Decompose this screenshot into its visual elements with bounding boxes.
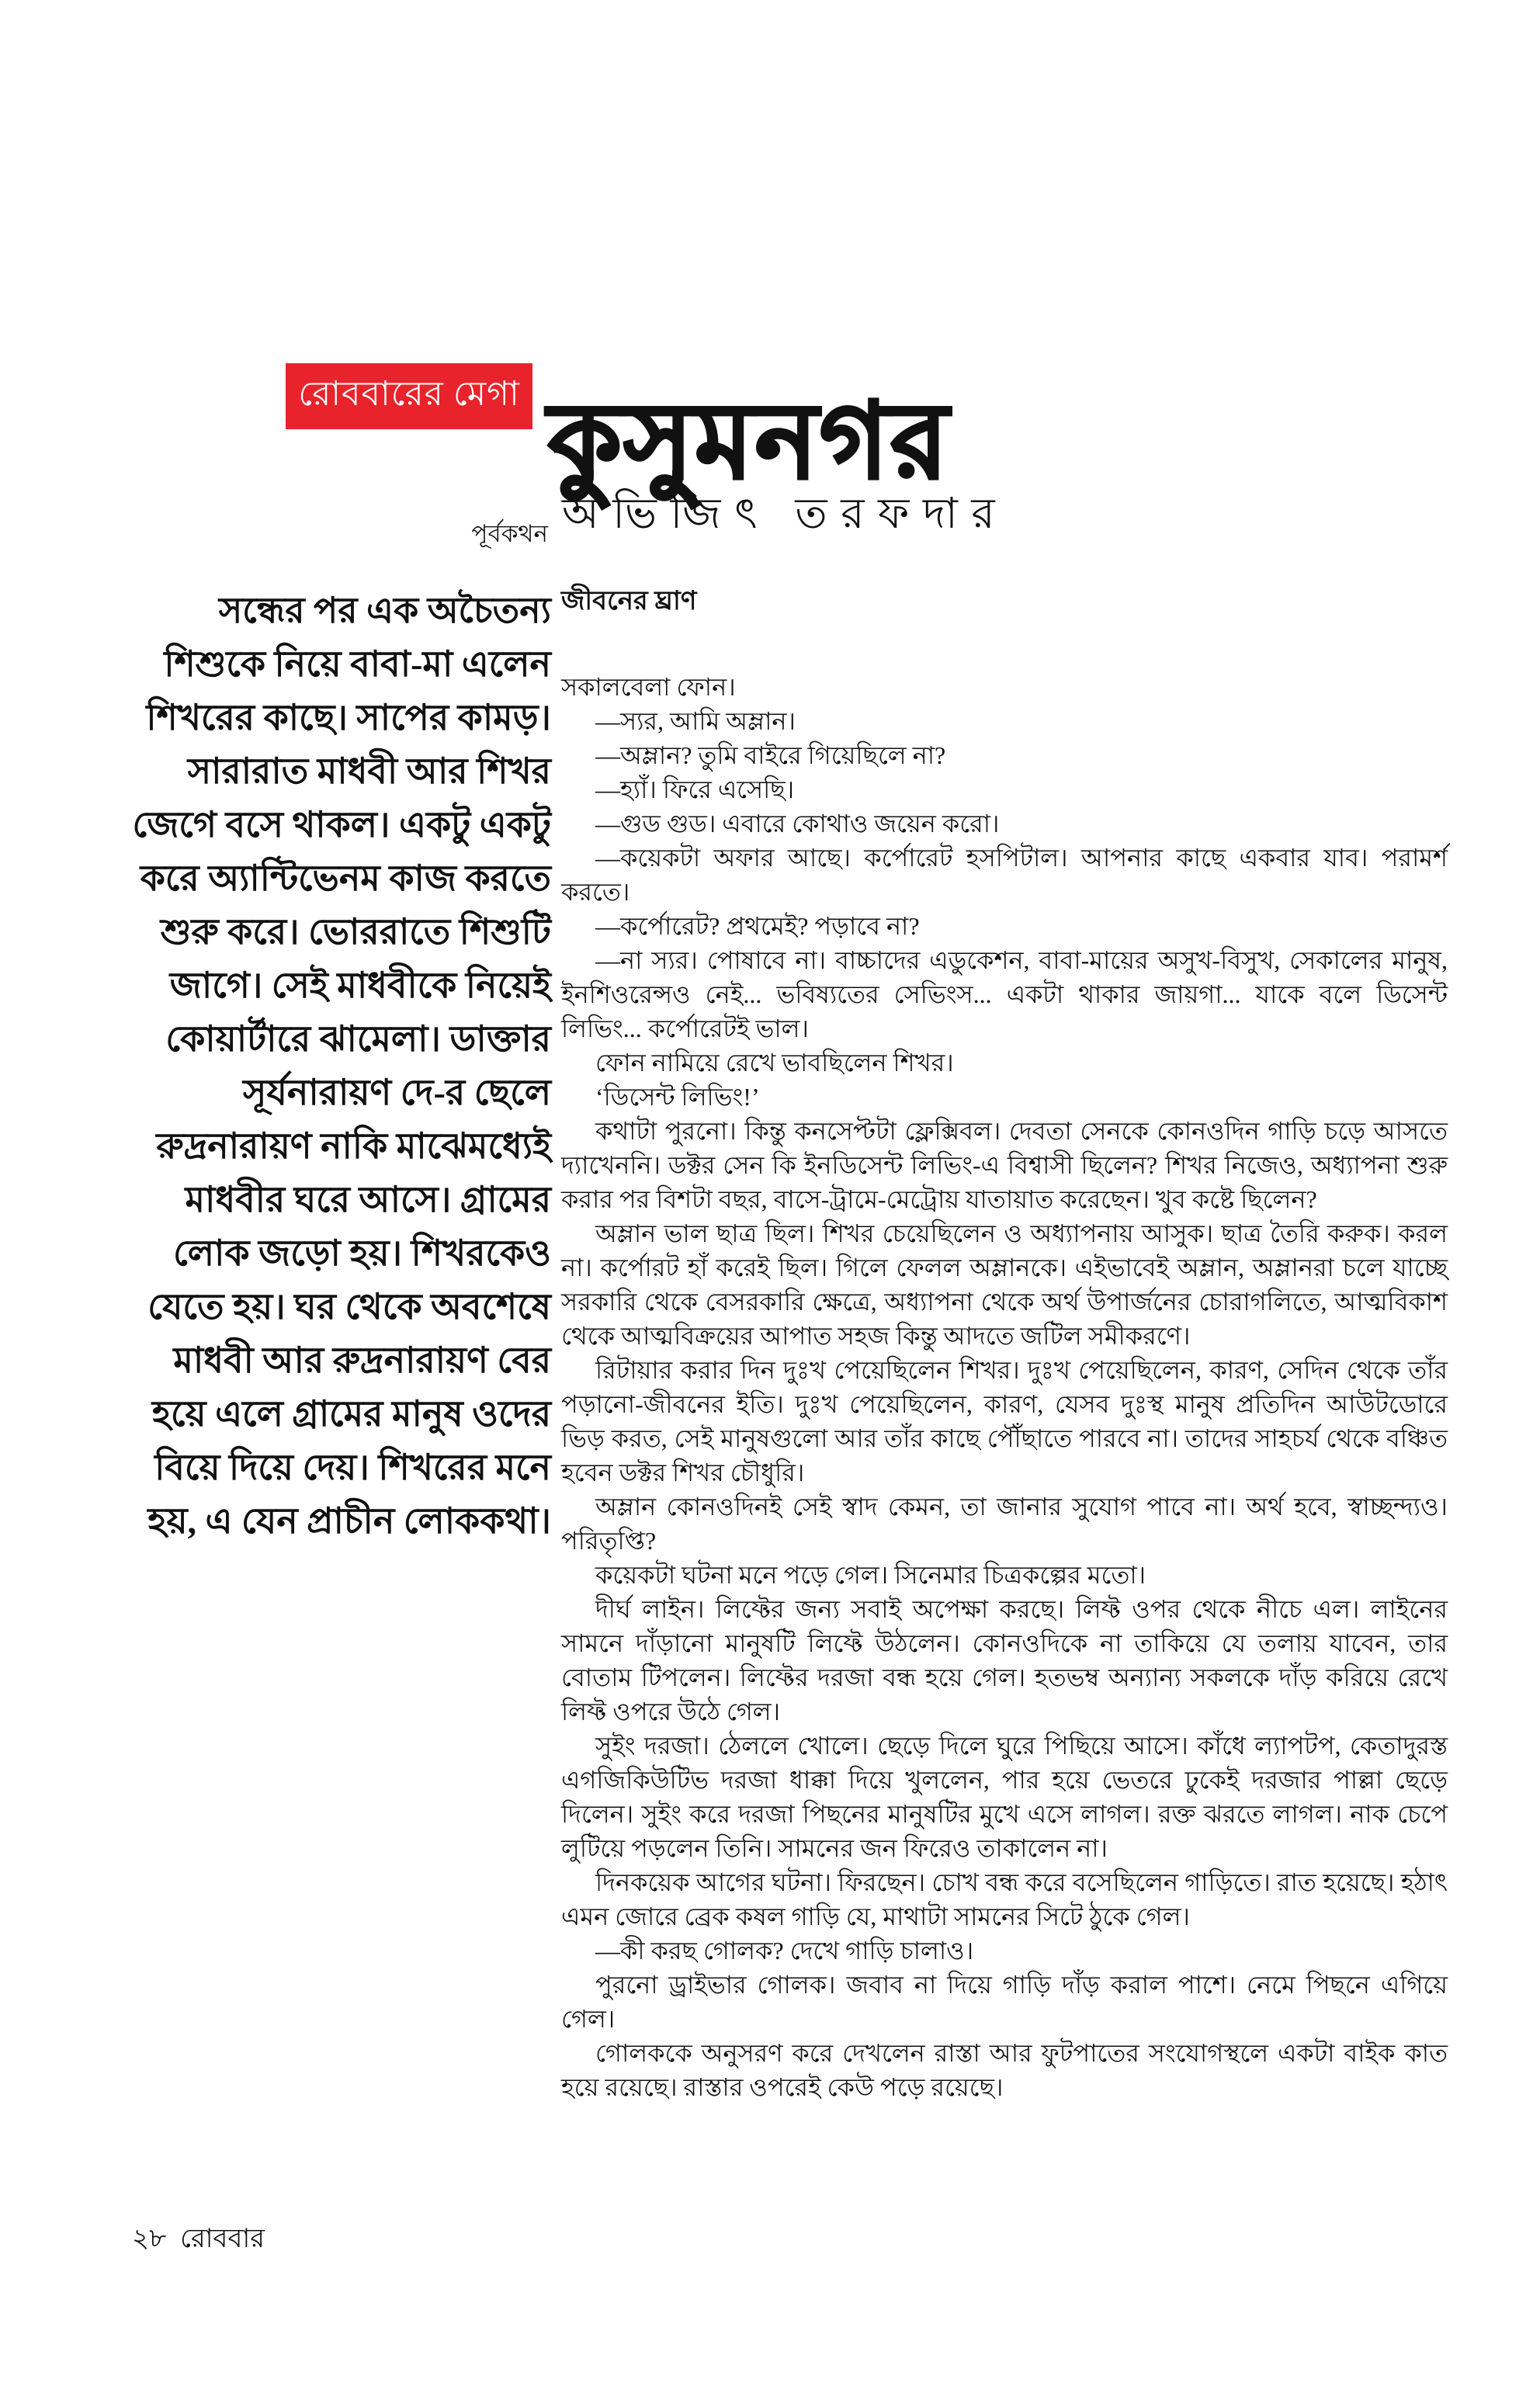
body-paragraph: সকালবেলা ফোন। bbox=[561, 673, 736, 701]
body-paragraph: কয়েকটা ঘটনা মনে পড়ে গেল। সিনেমার চিত্রকল্পের মতো। bbox=[595, 1561, 1146, 1589]
body-paragraph: রিটায়ার করার দিন দুঃখ পেয়েছিলেন শিখর। দুঃখ পেয়েছিলেন, কারণ, সেদিন থেকে তাঁর পড়ানো-জীবনের ইতি। দুঃখ পেয়েছিলেন, কারণ, যেসব দুঃস্থ মানুষ প্রতিদিন আউটডোরে ভিড় করত, সেই মানুষগুলো আর তাঁর কাছে পৌঁছাতে পারবে না। তাদের সাহচর্য থেকে বঞ্চিত হবেন ডক্টর শিখর চৌধুরি। bbox=[561, 1356, 1448, 1486]
body-paragraph: —হ্যাঁ। ফিরে এসেছি। bbox=[595, 775, 795, 803]
body-paragraph: দিনকয়েক আগের ঘটনা। ফিরছেন। চোখ বন্ধ করে বসেছিলেন গাড়িতে। রাত হয়েছে। হঠাৎ এমন জোরে ব্রেক কষল গাড়ি যে, মাথাটা সামনের সিটে ঠুকে গেল। bbox=[561, 1868, 1448, 1930]
body-paragraph: ফোন নামিয়ে রেখে ভাবছিলেন শিখর। bbox=[595, 1049, 954, 1077]
author-name: অভিজিৎ তরফদার bbox=[562, 490, 1009, 537]
story-title: কুসুমনগর bbox=[548, 384, 950, 501]
body-paragraph: —স্যর, আমি অম্লান। bbox=[595, 707, 796, 735]
body-paragraph: —কর্পোরেট? প্রথমেই? পড়াবে না? bbox=[595, 912, 920, 940]
page-folio bbox=[132, 2218, 265, 2263]
body-paragraph: অম্লান কোনওদিনই সেই স্বাদ কেমন, তা জানার সুযোগ পাবে না। অর্থ হবে, স্বাচ্ছন্দ্যও। পরিতৃপ্তি? bbox=[561, 1493, 1448, 1555]
body-paragraph: —কয়েকটা অফার আছে। কর্পোরেট হসপিটাল। আপনার কাছে একবার যাব। পরামর্শ করতে। bbox=[561, 844, 1448, 906]
story-body-column bbox=[561, 581, 1448, 2104]
body-paragraph: সুইং দরজা। ঠেললে খোলে। ছেড়ে দিলে ঘুরে পিছিয়ে আসে। কাঁধে ল্যাপটপ, কেতাদুরস্ত এগজিকিউটিভ দরজা ধাক্কা দিয়ে খুললেন, পার হয়ে ভেতরে ঢুকেই দরজার পাল্লা ছেড়ে দিলেন। সুইং করে দরজা পিছনের মানুষটির মুখে এসে লাগল। রক্ত ঝরতে লাগল। নাক চেপে লুটিয়ে পড়লেন তিনি। সামনের জন ফিরেও তাকালেন না। bbox=[561, 1732, 1448, 1862]
folio-label: রোববার bbox=[180, 2225, 265, 2253]
body-paragraph: —না স্যর। পোষাবে না। বাচ্চাদের এডুকেশন, বাবা-মায়ের অসুখ-বিসুখ, সেকালের মানুষ, ইনশিওরেন্সও নেই... ভবিষ্যতের সেভিংস... একটা থাকার জায়গা... যাকে বলে ডিসেন্ট লিভিং... কর্পোরেটই ভাল। bbox=[561, 946, 1448, 1042]
body-paragraph: —অম্লান? তুমি বাইরে গিয়েছিলে না? bbox=[595, 741, 946, 769]
byline-label: পূর্বকথন bbox=[471, 520, 548, 547]
body-paragraph: গোলককে অনুসরণ করে দেখলেন রাস্তা আর ফুটপাতের সংযোগস্থলে একটা বাইক কাত হয়ে রয়েছে। রাস্তার ওপরেই কেউ পড়ে রয়েছে। bbox=[561, 2039, 1448, 2101]
section-badge-label: রোববারের মেগা bbox=[298, 375, 520, 413]
body-paragraph: —গুড গুড। এবারে কোথাও জয়েন করো। bbox=[595, 810, 1000, 838]
body-paragraph: কথাটা পুরনো। কিন্তু কনসেপ্টটা ফ্লেক্সিবল। দেবতা সেনকে কোনওদিন গাড়ি চড়ে আসতে দ্যাখেননি। ডক্টর সেন কি ইনডিসেন্ট লিভিং-এ বিশ্বাসী ছিলেন? শিখর নিজেও, অধ্যাপনা শুরু করার পর বিশটা বছর, বাসে-ট্রামে-মেট্রোয় যাতায়াত করেছেন। খুব কষ্টে ছিলেন? bbox=[561, 1117, 1448, 1213]
body-paragraph: দীর্ঘ লাইন। লিফ্টের জন্য সবাই অপেক্ষা করছে। লিফ্ট ওপর থেকে নীচে এল। লাইনের সামনে দাঁড়ানো মানুষটি লিফ্টে উঠলেন। কোনওদিকে না তাকিয়ে যে তলায় যাবেন, তার বোতাম টিপলেন। লিফ্টের দরজা বন্ধ হয়ে গেল। হতভম্ব অন্যান্য সকলকে দাঁড় করিয়ে রেখে লিফ্ট ওপরে উঠে গেল। bbox=[561, 1595, 1448, 1725]
body-paragraph: অম্লান ভাল ছাত্র ছিল। শিখর চেয়েছিলেন ও অধ্যাপনায় আসুক। ছাত্র তৈরি করুক। করল না। কর্পোরট হাঁ করেই ছিল। গিলে ফেলল অম্লানকে। এইভাবেই অম্লান, অম্লানরা চলে যাচ্ছে সরকারি থেকে বেসরকারি ক্ষেত্রে, অধ্যাপনা থেকে অর্থ উপার্জনের চোরাগলিতে, আত্মবিকাশ থেকে আত্মবিক্রয়ের আপাত সহজ কিন্তু আদতে জটিল সমীকরণে। bbox=[561, 1219, 1448, 1350]
body-paragraph: পুরনো ড্রাইভার গোলক। জবাব না দিয়ে গাড়ি দাঁড় করাল পাশে। নেমে পিছনে এগিয়ে গেল। bbox=[561, 1971, 1448, 2033]
page-number: ২৮ bbox=[132, 2225, 167, 2253]
recap-column: সন্ধের পর এক অচৈতন্য শিশুকে নিয়ে বাবা-মা এলেন শিখরের কাছে। সাপের কামড়। সারারাত মাধবী আর শিখর জেগে বসে থাকল। একটু একটু করে অ্যান্টিভেনম কাজ করতে শুরু করে। ভোররাতে শিশুটি জাগে। সেই মাধবীকে নিয়েই কোয়ার্টারে ঝামেলা। ডাক্তার সূর্যনারায়ণ দে-র ছেলে রুদ্রনারায়ণ নাকি মাঝেমধ্যেই মাধবীর ঘরে আসে। গ্রামের লোক জড়ো হয়। শিখরকেও যেতে হয়। ঘর থেকে অবশেষে মাধবী আর রুদ্রনারায়ণ বের হয়ে এলে গ্রামের মানুষ ওদের বিয়ে দিয়ে দেয়। শিখরের মনে হয়, এ যেন প্রাচীন লোককথা। bbox=[132, 591, 551, 1541]
body-paragraph: —কী করছ গোলক? দেখে গাড়ি চালাও। bbox=[595, 1937, 974, 1965]
chapter-heading: জীবনের ঘ্রাণ bbox=[561, 587, 697, 616]
body-paragraph: ‘ডিসেন্ট লিভিং!’ bbox=[595, 1083, 760, 1111]
section-badge bbox=[286, 363, 532, 429]
